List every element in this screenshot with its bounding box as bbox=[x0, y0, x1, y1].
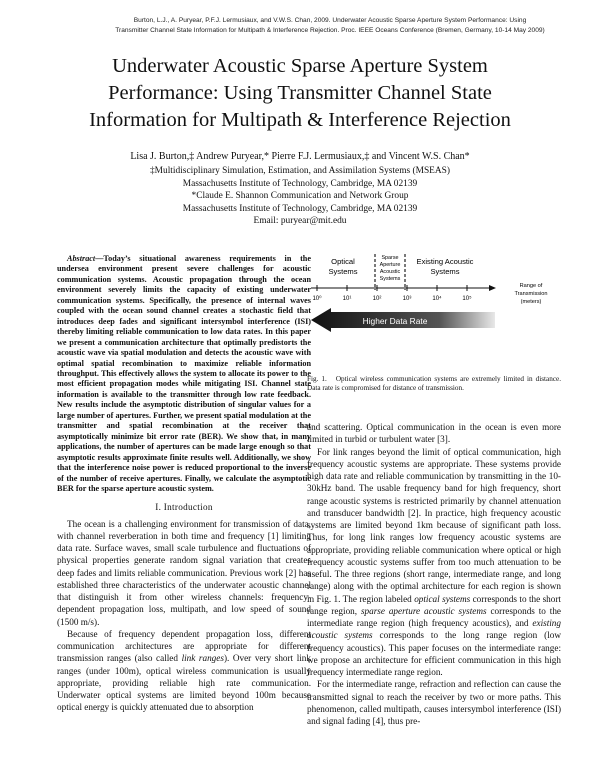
right-p1-a: For link ranges beyond the limit of optical communication, high frequency acoustic systems are appropriate. These systems provide high data rate and reliable communication by transmitting in the 10-30kHz band. The usable frequency band for high frequency, short range acoustic systems is restricted primarily by channel attenuation and transducer bandwidth [2]. In practice, high frequency acoustic systems are limited beyond 1km because of significant path loss. Thus, for long link ranges low frequency acoustic systems are appropriate, providing reliable communication where optical or high frequency acoustic systems suffer from too much attenuation to be useful. The three regions (short range, intermediate range, and long range) along with the optimal architecture for each region is shown in Fig. 1. The region labeled bbox=[307, 446, 561, 604]
label-existing-line1: Existing Acoustic bbox=[416, 257, 474, 266]
label-existing-line2: Systems bbox=[430, 267, 460, 276]
affiliation-1-address: Massachusetts Institute of Technology, Cambridge, MA 02139 bbox=[182, 178, 418, 189]
label-sparse-line3: Acoustic bbox=[379, 269, 401, 275]
section-heading-introduction: I. Introduction bbox=[155, 502, 213, 513]
right-p1-em3: existing acoustic systems bbox=[307, 618, 561, 641]
intro-paragraph-1: The ocean is a challenging environment for transmission of data, with channel reverberation in both time and frequency [1] limiting data rate. Surface waves, small scale turbulence and fluctuations of physical properties generate random signal variation that creates deep fades and limits reliable communication. Previous work [2] has established three characteristics of the underwater acoustic channel that distinguish it from other wireless channels: frequency-dependent propagation loss, multipath, and low speed of sound (1500 m/s). bbox=[57, 518, 311, 627]
affiliation-2-address: Massachusetts Institute of Technology, Cambridge, MA 02139 bbox=[182, 203, 418, 214]
right-p1-b: corresponds to the short range region, bbox=[307, 593, 561, 616]
higher-data-rate-label: Higher Data Rate bbox=[362, 316, 428, 326]
paper-title bbox=[30, 53, 570, 134]
affiliation-1: ‡Multidisciplinary Simulation, Estimation, and Assimilation Systems (MSEAS) bbox=[149, 166, 450, 177]
abstract-lead: Abstract bbox=[67, 254, 96, 263]
title-line-2: Performance: Using Transmitter Channel State bbox=[108, 82, 492, 104]
right-p1-em1: optical systems bbox=[414, 593, 471, 604]
intro-paragraph-2 bbox=[57, 628, 311, 714]
label-sparse-line1: Sparse bbox=[381, 255, 399, 261]
abstract-dash: — bbox=[95, 254, 104, 263]
figure-1-caption bbox=[307, 375, 561, 394]
right-p1-d: corresponds to the long range region (low frequency acoustics). This paper focuses on the intermediate range: we propose an architecture for efficient communication in this high frequency intermediate range region. bbox=[307, 630, 561, 677]
author-email: Email: puryear@mit.edu bbox=[253, 216, 347, 227]
intro-p2-a: Because of frequency dependent propagation loss, different communication architectures are appropriate for different transmission ranges (also called bbox=[57, 628, 311, 664]
citation-line-1: Burton, L.J., A. Puryear, P.F.J. Lermusiaux, and V.W.S. Chan, 2009. Underwater Acoustic Sparse Aperture System Performance: Using bbox=[133, 17, 527, 24]
citation-line-2: Transmitter Channel State Information for Multipath & Interference Rejection. Proc. IEEE Oceans Conference (Bremen, Germany, 10-14 May 2009) bbox=[115, 27, 545, 34]
tick-label-5: 10⁵ bbox=[462, 296, 472, 302]
abstract bbox=[57, 254, 311, 494]
tick-label-1: 10¹ bbox=[342, 296, 352, 302]
intro-p2-em: link ranges bbox=[181, 653, 224, 664]
axis-arrowhead bbox=[489, 285, 496, 291]
tick-labels bbox=[312, 295, 472, 302]
label-sparse-line4: Systems bbox=[379, 276, 401, 282]
tick-label-4: 10⁴ bbox=[432, 296, 442, 302]
label-optical-line2: Systems bbox=[328, 267, 358, 276]
label-sparse-line2: Aperture bbox=[379, 262, 401, 268]
author-block bbox=[30, 151, 570, 227]
axis-label-line2: Transmission bbox=[514, 291, 548, 297]
label-optical-line1: Optical bbox=[331, 257, 355, 266]
title-line-1: Underwater Acoustic Sparse Aperture System bbox=[112, 55, 488, 77]
axis-label bbox=[514, 283, 547, 305]
title-line-3: Information for Multipath & Interference Rejection bbox=[89, 109, 511, 131]
right-paragraph-2: For the intermediate range, refraction and reflection can cause the transmitted signal to reach the receiver by two or more paths. This phenomenon, called multipath, causes intersymbol interference (ISI) and signal fading [4], thus pre- bbox=[307, 679, 561, 726]
affiliation-2: *Claude E. Shannon Communication and Network Group bbox=[191, 191, 409, 202]
right-paragraph-0: and scattering. Optical communication in the ocean is even more limited in turbid or turbulent water [3]. bbox=[307, 422, 561, 445]
citation-header bbox=[70, 16, 590, 36]
right-p1-em2: sparse aperture acoustic systems bbox=[360, 605, 487, 616]
right-p1-c: corresponds to the intermediate range region (high frequency acoustics), and bbox=[307, 605, 562, 628]
right-column bbox=[307, 421, 561, 727]
right-paragraph-1 bbox=[307, 446, 561, 679]
tick-label-2: 10² bbox=[372, 296, 382, 302]
author-names: Lisa J. Burton,‡ Andrew Puryear,* Pierre F.J. Lermusiaux,‡ and Vincent W.S. Chan* bbox=[130, 151, 470, 162]
tick-label-0: 10⁰ bbox=[312, 296, 322, 302]
tick-label-3: 10³ bbox=[402, 296, 412, 302]
caption-text: Optical wireless communication systems are extremely limited in distance. Data rate is compromised for distance of transmission. bbox=[307, 375, 561, 393]
abstract-text: Today’s situational awareness requirements in the undersea environment present severe challenges for acoustic communication systems. Acoustic propagation through the ocean environment severely limits the capacity of existing underwater communication systems. Specifically, the presence of internal waves coupled with the ocean sound channel creates a stochastic field that introduces deep fades and significant intersymbol interference (ISI) thereby limiting reliable communication to low data rates. In this paper we present a communication architecture that optimally predistorts the acoustic wave via spatial modulation and detects the acoustic wave with optimal spatial recombination to maximize reliable information throughput. This effectively allows the system to allocate its power to the most efficient propagation modes while mitigating ISI. Channel state information is available to the transmitter through low rate feedback. New results include the asymptotic distribution of singular values for a large number of apertures. Further, we present spatial modulation at the transmitter and spatial recombination at the receiver that asymptotically minimize bit error rate (BER). We show that, in many applications, the number of apertures can be made large enough so that asymptotic results approximate finite results well. Additionally, we show that the interference noise power is reduced proportional to the inverse of the number of receive apertures. Finally, we calculate the asymptotic BER for the sparse aperture acoustic system. bbox=[57, 254, 311, 493]
left-column bbox=[57, 254, 311, 714]
figure-1-diagram bbox=[307, 254, 561, 374]
intro-p2-b: ). Over very short link ranges (under 100m), optical wireless communication is usually appropriate, providing reliable high rate communication. Underwater optical systems are limited beyond 100m because optical energy is quickly attenuated due to absorption bbox=[57, 653, 311, 713]
axis-label-line3: (meters) bbox=[520, 299, 542, 305]
caption-label: Fig. 1. bbox=[307, 375, 327, 383]
axis-label-line1: Range of bbox=[519, 283, 543, 289]
